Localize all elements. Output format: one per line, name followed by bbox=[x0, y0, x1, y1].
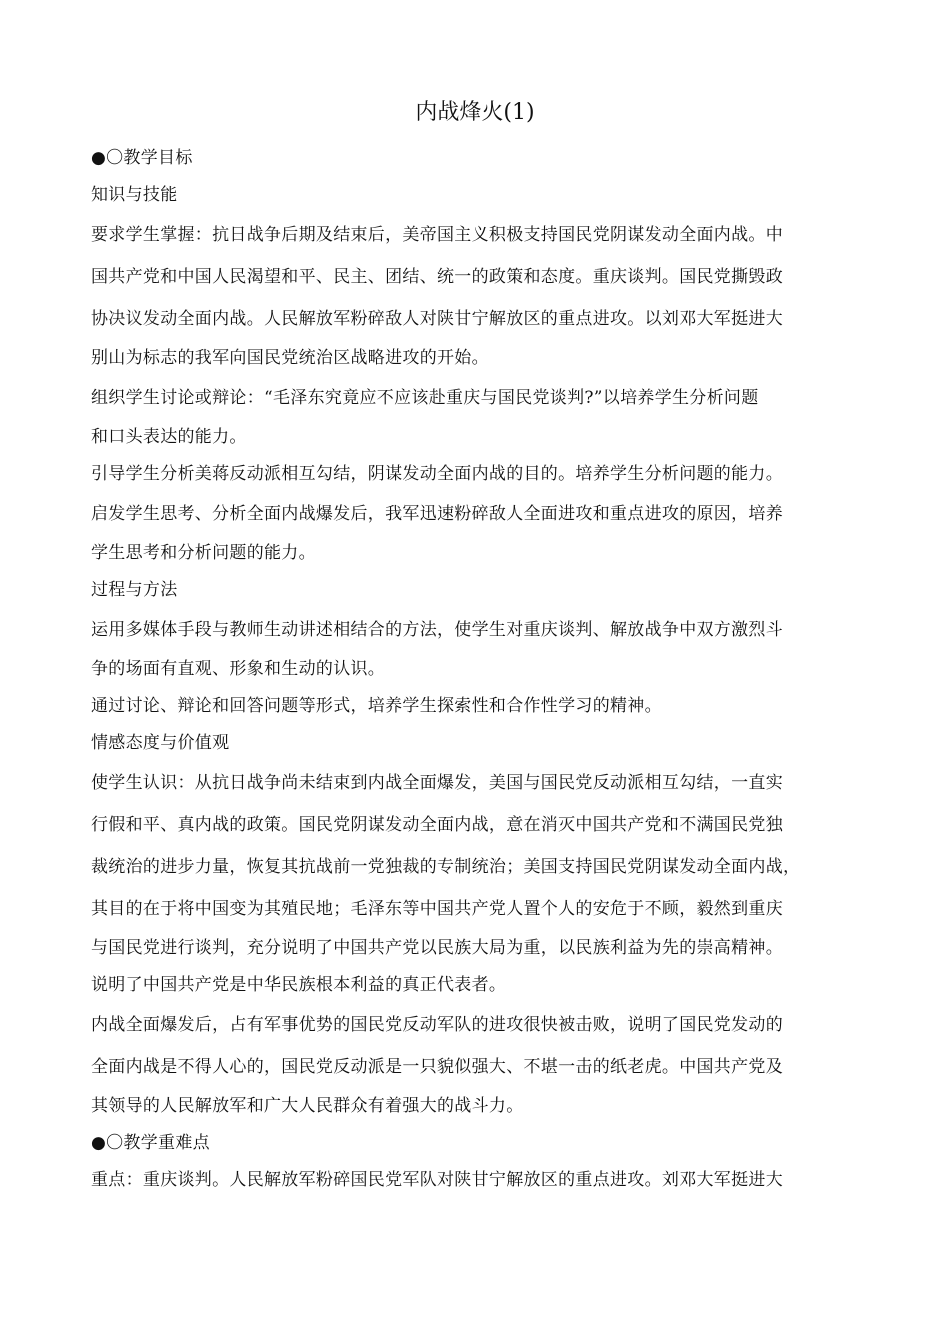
paragraph-line: 运用多媒体手段与教师生动讲述相结合的方法，使学生对重庆谈判、解放战争中双方激烈斗 bbox=[91, 620, 783, 640]
paragraph-line: 启发学生思考、分析全面内战爆发后，我军迅速粉碎敌人全面进攻和重点进攻的原因，培养 bbox=[91, 504, 783, 524]
paragraph-representative: 说明了中国共产党是中华民族根本利益的真正代表者。 bbox=[91, 975, 507, 995]
paragraph-line: 全面内战是不得人心的，国民党反动派是一只貌似强大、不堪一击的纸老虎。中国共产党及 bbox=[91, 1057, 783, 1077]
paragraph-civil-war bbox=[91, 1004, 861, 1125]
document-title: 内战烽火(1) bbox=[415, 100, 535, 125]
paragraph-line: 和口头表达的能力。 bbox=[91, 427, 247, 447]
paragraph-line: 别山为标志的我军向国民党统治区战略进攻的开始。 bbox=[91, 348, 489, 368]
paragraph-line: 使学生认识：从抗日战争尚未结束到内战全面爆发，美国与国民党反动派相互勾结，一直实 bbox=[91, 773, 783, 793]
paragraph-student-awareness bbox=[91, 762, 861, 967]
paragraph-line: 内战全面爆发后，占有军事优势的国民党反动军队的进攻很快被击败，说明了国民党发动的 bbox=[91, 1015, 783, 1035]
paragraph-line: 国共产党和中国人民渴望和平、民主、团结、统一的政策和态度。重庆谈判。国民党撕毁政 bbox=[91, 267, 783, 287]
heading-teaching-objectives: ●〇教学目标 bbox=[91, 148, 193, 168]
paragraph-key-points: 重点：重庆谈判。人民解放军粉碎国民党军队对陕甘宁解放区的重点进攻。刘邓大军挺进大 bbox=[91, 1170, 783, 1190]
heading-key-difficulties: ●〇教学重难点 bbox=[91, 1133, 210, 1153]
paragraph-line: 学生思考和分析问题的能力。 bbox=[91, 543, 316, 563]
paragraph-line: 争的场面有直观、形象和生动的认识。 bbox=[91, 659, 386, 679]
paragraph-line: 裁统治的进步力量，恢复其抗战前一党独裁的专制统治；美国支持国民党阴谋发动全面内战， bbox=[91, 857, 801, 877]
paragraph-line: 行假和平、真内战的政策。国民党阴谋发动全面内战，意在消灭中国共产党和不满国民党独 bbox=[91, 815, 783, 835]
paragraph-line: 其领导的人民解放军和广大人民群众有着强大的战斗力。 bbox=[91, 1096, 524, 1116]
paragraph-analysis: 引导学生分析美蒋反动派相互勾结，阴谋发动全面内战的目的。培养学生分析问题的能力。 bbox=[91, 464, 783, 484]
paragraph-line: 协决议发动全面内战。人民解放军粉碎敌人对陕甘宁解放区的重点进攻。以刘邓大军挺进大 bbox=[91, 309, 783, 329]
paragraph-multimedia bbox=[91, 609, 861, 688]
paragraph-line: 要求学生掌握：抗日战争后期及结束后，美帝国主义积极支持国民党阴谋发动全面内战。中 bbox=[91, 225, 783, 245]
paragraph-discussion-forms: 通过讨论、辩论和回答问题等形式，培养学生探索性和合作性学习的精神。 bbox=[91, 696, 662, 716]
document-body bbox=[91, 140, 861, 1199]
subheading-knowledge-skills: 知识与技能 bbox=[91, 185, 178, 205]
paragraph-line: 与国民党进行谈判，充分说明了中国共产党以民族大局为重，以民族利益为先的崇高精神。 bbox=[91, 938, 783, 958]
paragraph-thinking bbox=[91, 493, 861, 572]
subheading-process-methods: 过程与方法 bbox=[91, 580, 178, 600]
paragraph-line: 组织学生讨论或辩论：“毛泽东究竟应不应该赴重庆与国民党谈判?”以培养学生分析问题 bbox=[91, 388, 759, 408]
subheading-emotions-values: 情感态度与价值观 bbox=[91, 733, 230, 753]
paragraph-discussion bbox=[91, 377, 861, 456]
paragraph-line: 其目的在于将中国变为其殖民地；毛泽东等中国共产党人置个人的安危于不顾，毅然到重庆 bbox=[91, 899, 783, 919]
paragraph-knowledge-requirements bbox=[91, 214, 861, 377]
